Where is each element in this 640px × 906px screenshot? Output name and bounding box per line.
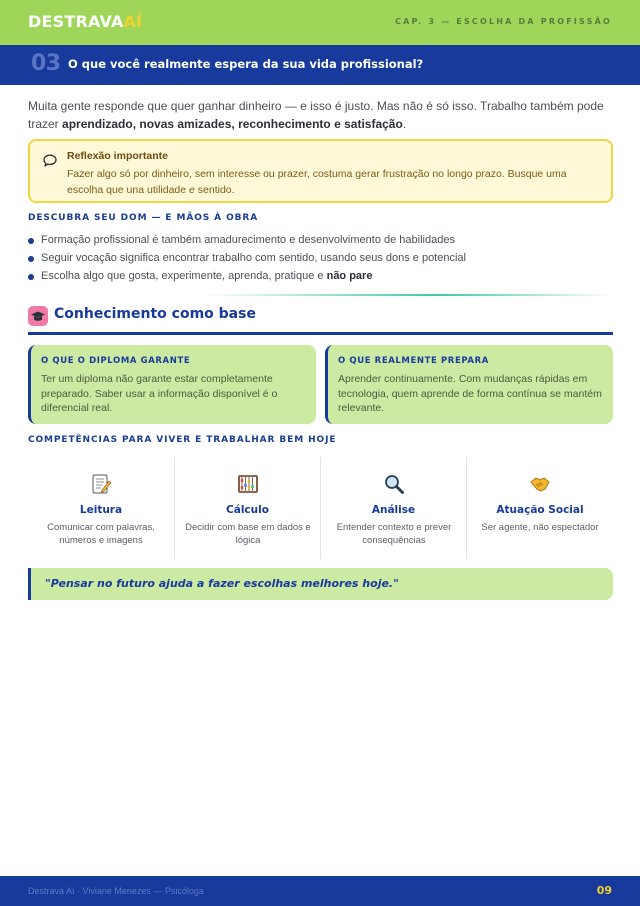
chapter-label: CAP. 3 — ESCOLHA DA PROFISSÃO — [395, 17, 612, 26]
reflection-callout — [28, 139, 613, 203]
abacus-icon — [175, 473, 320, 495]
competencies-heading: COMPETÊNCIAS PARA VIVER E TRABALHAR BEM HOJE — [28, 435, 337, 445]
intro-bold: aprendizado, novas amizades, reconhecimento e satisfação — [62, 117, 403, 131]
competency-analysis — [320, 457, 466, 559]
gradient-divider — [28, 294, 613, 296]
card-title: O QUE O DIPLOMA GARANTE — [41, 356, 191, 366]
quote-text: "Pensar no futuro ajuda a fazer escolhas melhores hoje." — [45, 577, 399, 590]
competency-title: Cálculo — [226, 504, 269, 516]
callout-text — [67, 166, 602, 198]
card-text: Aprender continuamente. Com mudanças rápidas em tecnologia, quem aprende de forma contínua se mantém relevante. — [338, 373, 602, 414]
memo-icon — [28, 473, 174, 495]
footer-credit: Destrava Aí · Viviane Menezes — Psicóloga — [28, 886, 204, 896]
list-item — [28, 269, 466, 287]
list-item-text: Escolha algo que gosta, experimente, aprenda, pratique e — [41, 270, 327, 282]
speech-bubble-icon — [42, 153, 58, 174]
intro-paragraph — [28, 97, 618, 133]
competency-reading — [28, 457, 174, 559]
competency-desc: Entender contexto e prever consequências — [336, 522, 452, 546]
quote-banner — [28, 568, 613, 600]
competency-desc: Ser agente, não espectador — [481, 522, 599, 533]
intro-text: Muita gente responde que quer ganhar dinheiro — e isso é justo. Mas não é só isso. Trabalho também pode trazer — [28, 99, 604, 131]
intro-end: . — [402, 117, 407, 131]
page-number: 09 — [596, 884, 612, 897]
prepare-card — [325, 345, 613, 424]
competencies-grid — [28, 457, 613, 559]
list-item: Seguir vocação significa encontrar trabalho com sentido, usando seus dons e potencial — [28, 251, 466, 269]
top-bar — [0, 0, 640, 45]
list-item: Formação profissional é também amadurecimento e desenvolvimento de habilidades — [28, 233, 466, 251]
graduation-cap-icon — [28, 306, 48, 326]
callout-text-after: sentido. — [194, 184, 235, 196]
knowledge-rule — [28, 332, 613, 335]
brand-logo — [28, 12, 142, 31]
handshake-icon — [467, 473, 613, 495]
competency-title: Análise — [371, 504, 416, 516]
section-number: 03 — [31, 51, 61, 76]
competency-calculation — [174, 457, 320, 559]
diploma-card — [28, 345, 316, 424]
competency-desc: Decidir com base em dados e lógica — [185, 522, 311, 546]
list-item-bold: não pare — [326, 270, 373, 282]
competency-desc: Comunicar com palavras, números e imagens — [47, 522, 155, 546]
callout-text-italic: e — [189, 184, 195, 196]
card-title: O QUE REALMENTE PREPARA — [338, 356, 489, 366]
section-title: O que você realmente espera da sua vida profissional? — [68, 57, 424, 71]
magnifier-icon — [321, 473, 466, 495]
knowledge-title: Conhecimento como base — [54, 306, 256, 322]
dom-bullet-list — [28, 233, 466, 287]
competency-title: Atuação Social — [496, 504, 584, 516]
callout-title: Reflexão importante — [67, 150, 168, 162]
brand-part2: AÍ — [123, 12, 143, 31]
competency-title: Leitura — [79, 504, 123, 516]
dom-heading: DESCUBRA SEU DOM — E MÃOS À OBRA — [28, 213, 259, 223]
card-text: Ter um diploma não garante estar completamente preparado. Saber usar a informação disponível é o diferencial real. — [41, 373, 278, 414]
section-title-bar — [0, 45, 640, 85]
brand-part1: DESTRAVA — [28, 12, 124, 31]
competency-social — [466, 457, 613, 559]
callout-text-before: Fazer algo só por dinheiro, sem interesse ou prazer, costuma gerar frustração no longo prazo. Busque uma escolha que una utilidade — [67, 168, 567, 196]
footer — [0, 876, 640, 906]
